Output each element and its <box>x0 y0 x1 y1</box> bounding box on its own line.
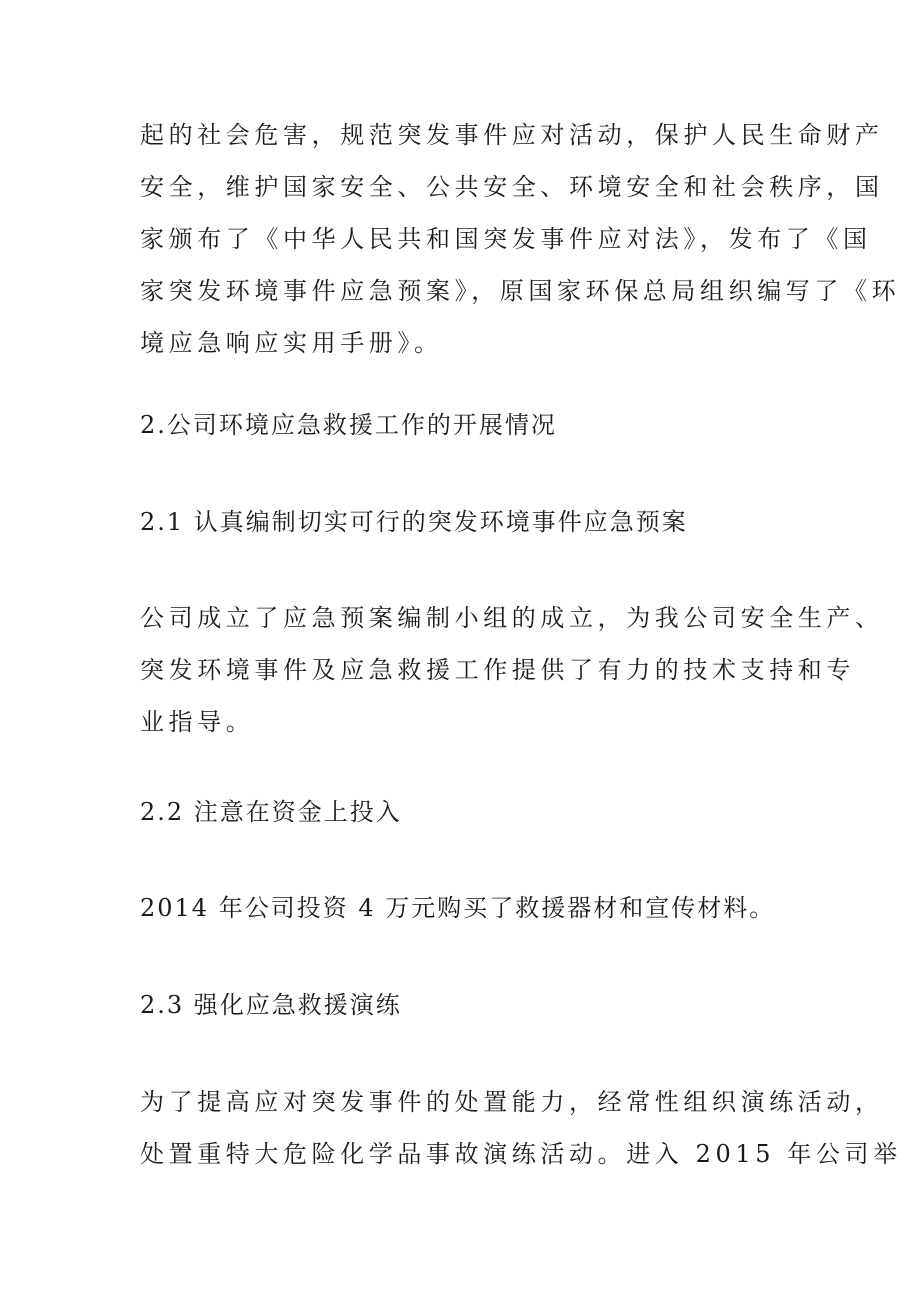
body-text-line: 业指导。 <box>140 708 255 736</box>
subsection-heading: 2.2 注意在资金上投入 <box>140 798 402 826</box>
body-text-line: 家颁布了《中华人民共和国突发事件应对法》，发布了《国 <box>140 225 872 253</box>
body-text-line: 安全，维护国家安全、公共安全、环境安全和社会秩序，国 <box>140 173 884 201</box>
body-text-line: 家突发环境事件应急预案》，原国家环保总局组织编写了《环 <box>140 277 901 305</box>
body-text-line: 公司成立了应急预案编制小组的成立，为我公司安全生产、 <box>140 604 884 632</box>
subsection-heading: 2.3 强化应急救援演练 <box>140 991 402 1019</box>
body-text-line: 境应急响应实用手册》。 <box>140 329 443 357</box>
body-text-line: 2014 年公司投资 4 万元购买了救援器材和宣传材料。 <box>140 894 776 922</box>
body-text-line: 起的社会危害，规范突发事件应对活动，保护人民生命财产 <box>140 121 884 149</box>
body-text-line: 突发环境事件及应急救援工作提供了有力的技术支持和专 <box>140 656 855 684</box>
body-text-line: 处置重特大危险化学品事故演练活动。进入 2015 年公司举 <box>140 1140 902 1168</box>
subsection-heading: 2.1 认真编制切实可行的突发环境事件应急预案 <box>140 508 688 536</box>
body-text-line: 为了提高应对突发事件的处置能力，经常性组织演练活动， <box>140 1088 884 1116</box>
section-heading: 2.公司环境应急救援工作的开展情况 <box>140 411 557 439</box>
